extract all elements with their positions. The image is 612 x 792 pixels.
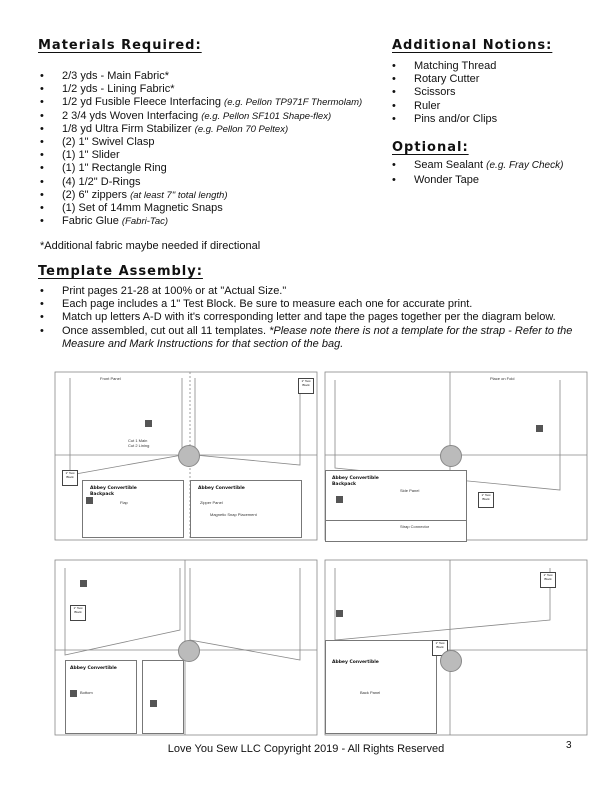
label-snap: Magnetic Snap Placement [210,512,257,517]
list-item: • (4) 1/2" D-Rings [40,176,390,189]
list-item: • 2 3/4 yds Woven Interfacing (e.g. Pellon SF101 Shape-flex) [40,110,390,123]
template-strap-connector [325,520,467,542]
list-item: • (2) 6" zippers (at least 7" total length) [40,189,390,202]
list-item: • Print pages 21-28 at 100% or at "Actual Size." [40,285,585,298]
sewing-machine-icon [70,690,77,697]
brand-label-3b: Backpack [332,482,357,487]
list-item: • 1/2 yd Fusible Fleece Interfacing (e.g. Pellon TP971F Thermolam) [40,96,390,109]
label-back-panel: Back Panel [360,690,381,695]
label-bottom: Bottom [80,690,93,695]
template-small [142,660,184,734]
optional-heading: Optional: [392,140,469,155]
list-item: • Pins and/or Clips [392,113,592,126]
template-bottom [65,660,137,734]
test-block-6: 1" Test Block [432,640,448,656]
brand-label-2: Abbey Convertible [198,486,245,491]
registration-circle-3 [178,640,200,662]
brand-label-1b: Backpack [90,492,115,497]
test-block-3: 1" Test Block [540,572,556,588]
sewing-machine-icon [336,496,343,503]
brand-label-3: Abbey Convertible [332,476,379,481]
test-block-1: 1" Test Block [298,378,314,394]
label-cut-lining: Cut 2 Lining [128,443,150,448]
test-block-5: 1" Test Block [478,492,494,508]
registration-circle-1 [178,445,200,467]
footer-copyright: Love You Sew LLC Copyright 2019 - All Rights Reserved [167,743,445,755]
test-block-2: 1" Test Block [62,470,78,486]
brand-label-4: Abbey Convertible [70,666,117,671]
list-item: • Each page includes a 1" Test Block. Be sure to measure each one for accurate print. [40,298,585,311]
list-item: • Ruler [392,100,592,113]
list-item: • 1/2 yds - Lining Fabric* [40,83,390,96]
sewing-machine-icon [336,610,343,617]
sewing-machine-icon [150,700,157,707]
list-item: • Scissors [392,86,592,99]
label-flap: Flap [120,500,128,505]
sewing-machine-icon [145,420,152,427]
list-item: • 2/3 yds - Main Fabric* [40,70,390,83]
label-strap-connector: Strap Connector [400,524,430,529]
materials-footnote: *Additional fabric maybe needed if directional [40,240,261,252]
list-item: • Rotary Cutter [392,73,592,86]
materials-heading: Materials Required: [38,38,202,53]
brand-label-1: Abbey Convertible [90,486,137,491]
list-item: • Wonder Tape [392,173,602,188]
list-item: • (2) 1" Swivel Clasp [40,136,390,149]
registration-circle-2 [440,445,462,467]
list-item: • Seam Sealant (e.g. Fray Check) [392,158,602,173]
list-item: • (1) Set of 14mm Magnetic Snaps [40,202,390,215]
label-front-panel: Front Panel [100,376,121,381]
list-item: • Matching Thread [392,60,592,73]
label-zipper-panel: Zipper Panel [200,500,223,505]
list-item: • (1) 1" Slider [40,149,390,162]
template-back-panel [325,640,437,734]
registration-circle-4 [440,650,462,672]
list-item: • Match up letters A-D with it's corresponding letter and tape the pages together per the diagram below. [40,311,585,324]
label-place-on-fold: Place on Fold [490,376,515,381]
brand-label-5: Abbey Convertible [332,660,379,665]
list-item: • Once assembled, cut out all 11 templates. *Please note there is not a template for the strap - Refer to the Measure and Mark Instructions for that section of the bag. [40,325,585,351]
notions-heading: Additional Notions: [392,38,553,53]
list-item: • (1) 1" Rectangle Ring [40,162,390,175]
list-item: • 1/8 yd Ultra Firm Stabilizer (e.g. Pellon 70 Peltex) [40,123,390,136]
label-cut-main: Cut 1 Main [128,438,148,443]
sewing-machine-icon [86,497,93,504]
sewing-machine-icon [536,425,543,432]
sewing-machine-icon [80,580,87,587]
label-side-panel: Side Panel [400,488,420,493]
test-block-4: 1" Test Block [70,605,86,621]
page-number: 3 [566,740,572,751]
template-heading: Template Assembly: [38,264,203,279]
list-item: • Fabric Glue (Fabri-Tac) [40,215,390,228]
